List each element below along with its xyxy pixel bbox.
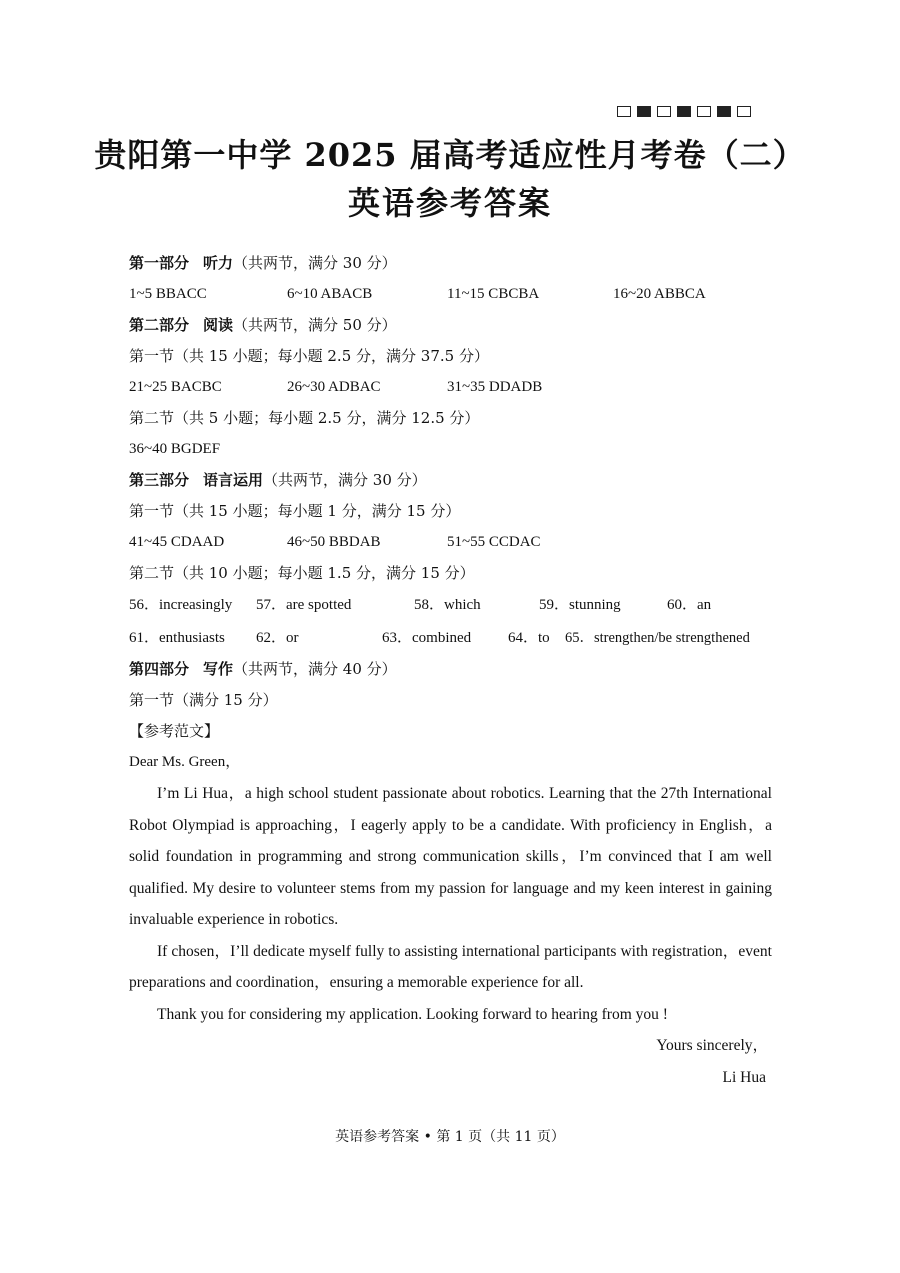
fill-answer: 56．increasingly — [129, 597, 233, 613]
page-subtitle: 英语参考答案 — [347, 184, 552, 222]
page-title: 贵阳第一中学 2025 届高考适应性月考卷（二） — [94, 136, 806, 174]
part2-section1-answers — [129, 372, 772, 403]
fill-answer: 58．which — [414, 597, 481, 613]
letter-paragraph: Thank you for considering my application. Looking forward to hearing from you ! — [157, 1005, 668, 1023]
fill-answer: 59．stunning — [539, 597, 621, 613]
answer-group: 46~50 BBDAB — [287, 534, 381, 550]
part4-heading — [129, 654, 772, 685]
part-label: 第四部分 — [129, 660, 190, 678]
part-label: 第三部分 — [129, 471, 190, 489]
fill-answer: 64．to — [508, 629, 550, 646]
answer-group: 26~30 ADBAC — [287, 379, 381, 395]
fill-answer: 62．or — [256, 629, 299, 646]
part-note: （共两节，满分 50 分） — [233, 316, 397, 334]
letter-closing: Yours sincerely， — [656, 1037, 768, 1054]
fill-answer: 60．an — [667, 597, 712, 613]
part-label: 第二部分 — [129, 316, 190, 334]
mark-box — [677, 106, 691, 117]
letter-greeting: Dear Ms. Green， — [129, 754, 241, 770]
part-label: 第一部分 — [129, 254, 190, 272]
part-subject: 语言运用 — [203, 471, 264, 489]
mark-box — [697, 106, 711, 117]
mark-box — [617, 106, 631, 117]
answer-group: 31~35 DDADB — [447, 379, 543, 395]
letter-paragraph: I’m Li Hua，a high school student passionate about robotics. Learning that the 27th International Robot Olympiad is approaching，I eagerly apply to be a candidate. With proficiency in English，a solid foundation in programming and strong communication skills，I’m convinced that I am well qualified. My desire to volunteer stems from my passion for language and my keen interest in gaining invaluable experience in robotics. — [129, 785, 772, 928]
answer-group: 11~15 CBCBA — [447, 286, 540, 302]
fill-answer: 65．strengthen/be strengthened — [565, 629, 750, 646]
part-subject: 写作 — [203, 660, 234, 678]
answer-group: 36~40 BGDEF — [129, 441, 221, 457]
section-heading: 第一节（共 15 小题；每小题 1 分，满分 15 分） — [129, 502, 461, 520]
answer-content — [129, 248, 772, 1093]
page-footer: 英语参考答案 • 第 1 页（共 11 页） — [335, 1129, 565, 1145]
part3-section1-answers — [129, 527, 772, 558]
header-marks — [617, 106, 751, 117]
part3-heading — [129, 465, 772, 496]
mark-box — [637, 106, 651, 117]
fill-answers-row — [129, 622, 772, 655]
part-note: （共两节，满分 40 分） — [233, 660, 397, 678]
answer-group: 16~20 ABBCA — [613, 286, 706, 302]
mark-box — [717, 106, 731, 117]
answer-group: 1~5 BBACC — [129, 286, 207, 302]
part-subject: 阅读 — [203, 316, 234, 334]
section-heading: 第一节（满分 15 分） — [129, 691, 278, 709]
answer-group: 51~55 CCDAC — [447, 534, 541, 550]
letter-signature: Li Hua — [722, 1068, 766, 1086]
fill-answer: 57．are spotted — [256, 597, 352, 613]
answer-group: 41~45 CDAAD — [129, 534, 225, 550]
part1-heading — [129, 248, 772, 279]
part1-answers — [129, 279, 772, 310]
mark-box — [657, 106, 671, 117]
section-heading: 第二节（共 10 小题；每小题 1.5 分，满分 15 分） — [129, 564, 475, 582]
part-subject: 听力 — [203, 254, 234, 272]
mark-box — [737, 106, 751, 117]
part2-heading — [129, 310, 772, 341]
part2-section2-answers — [129, 434, 772, 465]
answer-group: 21~25 BACBC — [129, 379, 222, 395]
answer-group: 6~10 ABACB — [287, 286, 373, 302]
part-note: （共两节，满分 30 分） — [233, 254, 397, 272]
section-heading: 第二节（共 5 小题；每小题 2.5 分，满分 12.5 分） — [129, 409, 480, 427]
fill-answers-row — [129, 589, 772, 622]
fill-answer: 61．enthusiasts — [129, 629, 225, 646]
fill-answer: 63．combined — [382, 629, 472, 646]
sample-label: 【参考范文】 — [129, 722, 220, 740]
letter-paragraph: If chosen，I’ll dedicate myself fully to assisting international participants with registration，event preparations and coordination，ensuring a memorable experience for all. — [129, 942, 772, 991]
part-note: （共两节，满分 30 分） — [263, 471, 427, 489]
section-heading: 第一节（共 15 小题；每小题 2.5 分，满分 37.5 分） — [129, 347, 489, 365]
